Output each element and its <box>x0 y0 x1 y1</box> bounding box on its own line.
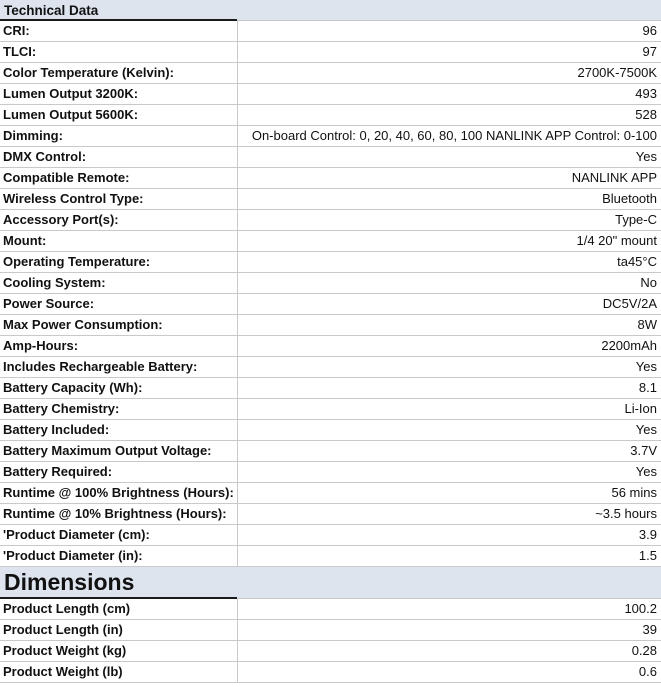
spec-value: 97 <box>238 42 661 63</box>
spec-label: Operating Temperature: <box>0 252 238 273</box>
spec-label: Lumen Output 3200K: <box>0 84 238 105</box>
dimensions-title: Dimensions <box>4 569 135 595</box>
spec-label: TLCI: <box>0 42 238 63</box>
technical-data-rows <box>0 21 661 567</box>
table-row <box>0 399 661 420</box>
spec-value: 1/4 20" mount <box>238 231 661 252</box>
spec-label: Runtime @ 10% Brightness (Hours): <box>0 504 238 525</box>
spec-label: CRI: <box>0 21 238 42</box>
spec-value: On-board Control: 0, 20, 40, 60, 80, 100 NANLINK APP Control: 0-100 <box>238 126 661 147</box>
spec-value: 56 mins <box>238 483 661 504</box>
spec-label: Cooling System: <box>0 273 238 294</box>
spec-label: Lumen Output 5600K: <box>0 105 238 126</box>
spec-label: Product Length (cm) <box>0 599 238 620</box>
dimensions-table <box>0 599 661 683</box>
table-row <box>0 168 661 189</box>
spec-label: Battery Required: <box>0 462 238 483</box>
spec-value: ~3.5 hours <box>238 504 661 525</box>
spec-value: 8W <box>238 315 661 336</box>
spec-value: No <box>238 273 661 294</box>
spec-value: NANLINK APP <box>238 168 661 189</box>
spec-value: 528 <box>238 105 661 126</box>
table-row <box>0 21 661 42</box>
table-row <box>0 462 661 483</box>
table-row <box>0 84 661 105</box>
spec-value: 2700K-7500K <box>238 63 661 84</box>
header-underline <box>0 19 237 21</box>
spec-label: Color Temperature (Kelvin): <box>0 63 238 84</box>
spec-label: 'Product Diameter (in): <box>0 546 238 567</box>
spec-label: Battery Included: <box>0 420 238 441</box>
table-row <box>0 252 661 273</box>
spec-label: Max Power Consumption: <box>0 315 238 336</box>
spec-value: 2200mAh <box>238 336 661 357</box>
spec-label: Power Source: <box>0 294 238 315</box>
table-row <box>0 231 661 252</box>
spec-value: Yes <box>238 462 661 483</box>
spec-label: Battery Capacity (Wh): <box>0 378 238 399</box>
table-row <box>0 42 661 63</box>
spec-label: Product Length (in) <box>0 620 238 641</box>
table-row <box>0 189 661 210</box>
table-row <box>0 336 661 357</box>
spec-value: Type-C <box>238 210 661 231</box>
spec-value: 8.1 <box>238 378 661 399</box>
table-row <box>0 662 661 683</box>
spec-value: Yes <box>238 420 661 441</box>
spec-value: ta45°C <box>238 252 661 273</box>
table-row <box>0 294 661 315</box>
spec-label: Battery Maximum Output Voltage: <box>0 441 238 462</box>
spec-label: DMX Control: <box>0 147 238 168</box>
table-row <box>0 641 661 662</box>
spec-label: Mount: <box>0 231 238 252</box>
spec-label: Product Weight (lb) <box>0 662 238 683</box>
spec-value: Yes <box>238 357 661 378</box>
table-row <box>0 420 661 441</box>
spec-label: Runtime @ 100% Brightness (Hours): <box>0 483 238 504</box>
spec-label: 'Product Diameter (cm): <box>0 525 238 546</box>
table-row <box>0 210 661 231</box>
table-row <box>0 620 661 641</box>
spec-value: 0.6 <box>238 662 661 683</box>
spec-label: Battery Chemistry: <box>0 399 238 420</box>
table-row <box>0 504 661 525</box>
spec-value: 100.2 <box>238 599 661 620</box>
spec-value: 96 <box>238 21 661 42</box>
dimensions-header <box>0 567 661 599</box>
table-row <box>0 546 661 567</box>
technical-data-header <box>0 0 661 21</box>
dimensions-rows <box>0 599 661 683</box>
table-row <box>0 483 661 504</box>
spec-value: 3.7V <box>238 441 661 462</box>
table-row <box>0 147 661 168</box>
spec-label: Product Weight (kg) <box>0 641 238 662</box>
spec-value: 1.5 <box>238 546 661 567</box>
technical-data-table <box>0 21 661 567</box>
table-row <box>0 441 661 462</box>
table-row <box>0 599 661 620</box>
table-row <box>0 105 661 126</box>
spec-value: 39 <box>238 620 661 641</box>
spec-label: Compatible Remote: <box>0 168 238 189</box>
table-row <box>0 273 661 294</box>
table-row <box>0 315 661 336</box>
spec-label: Wireless Control Type: <box>0 189 238 210</box>
spec-label: Includes Rechargeable Battery: <box>0 357 238 378</box>
table-row <box>0 378 661 399</box>
spec-value: Bluetooth <box>238 189 661 210</box>
header-underline <box>0 597 237 599</box>
spec-label: Amp-Hours: <box>0 336 238 357</box>
spec-value: 3.9 <box>238 525 661 546</box>
spec-value: Li-Ion <box>238 399 661 420</box>
spec-value: DC5V/2A <box>238 294 661 315</box>
table-row <box>0 525 661 546</box>
table-row <box>0 63 661 84</box>
spec-value: Yes <box>238 147 661 168</box>
table-row <box>0 357 661 378</box>
technical-data-title: Technical Data <box>4 3 99 18</box>
spec-label: Dimming: <box>0 126 238 147</box>
spec-value: 493 <box>238 84 661 105</box>
spec-value: 0.28 <box>238 641 661 662</box>
spec-label: Accessory Port(s): <box>0 210 238 231</box>
table-row <box>0 126 661 147</box>
